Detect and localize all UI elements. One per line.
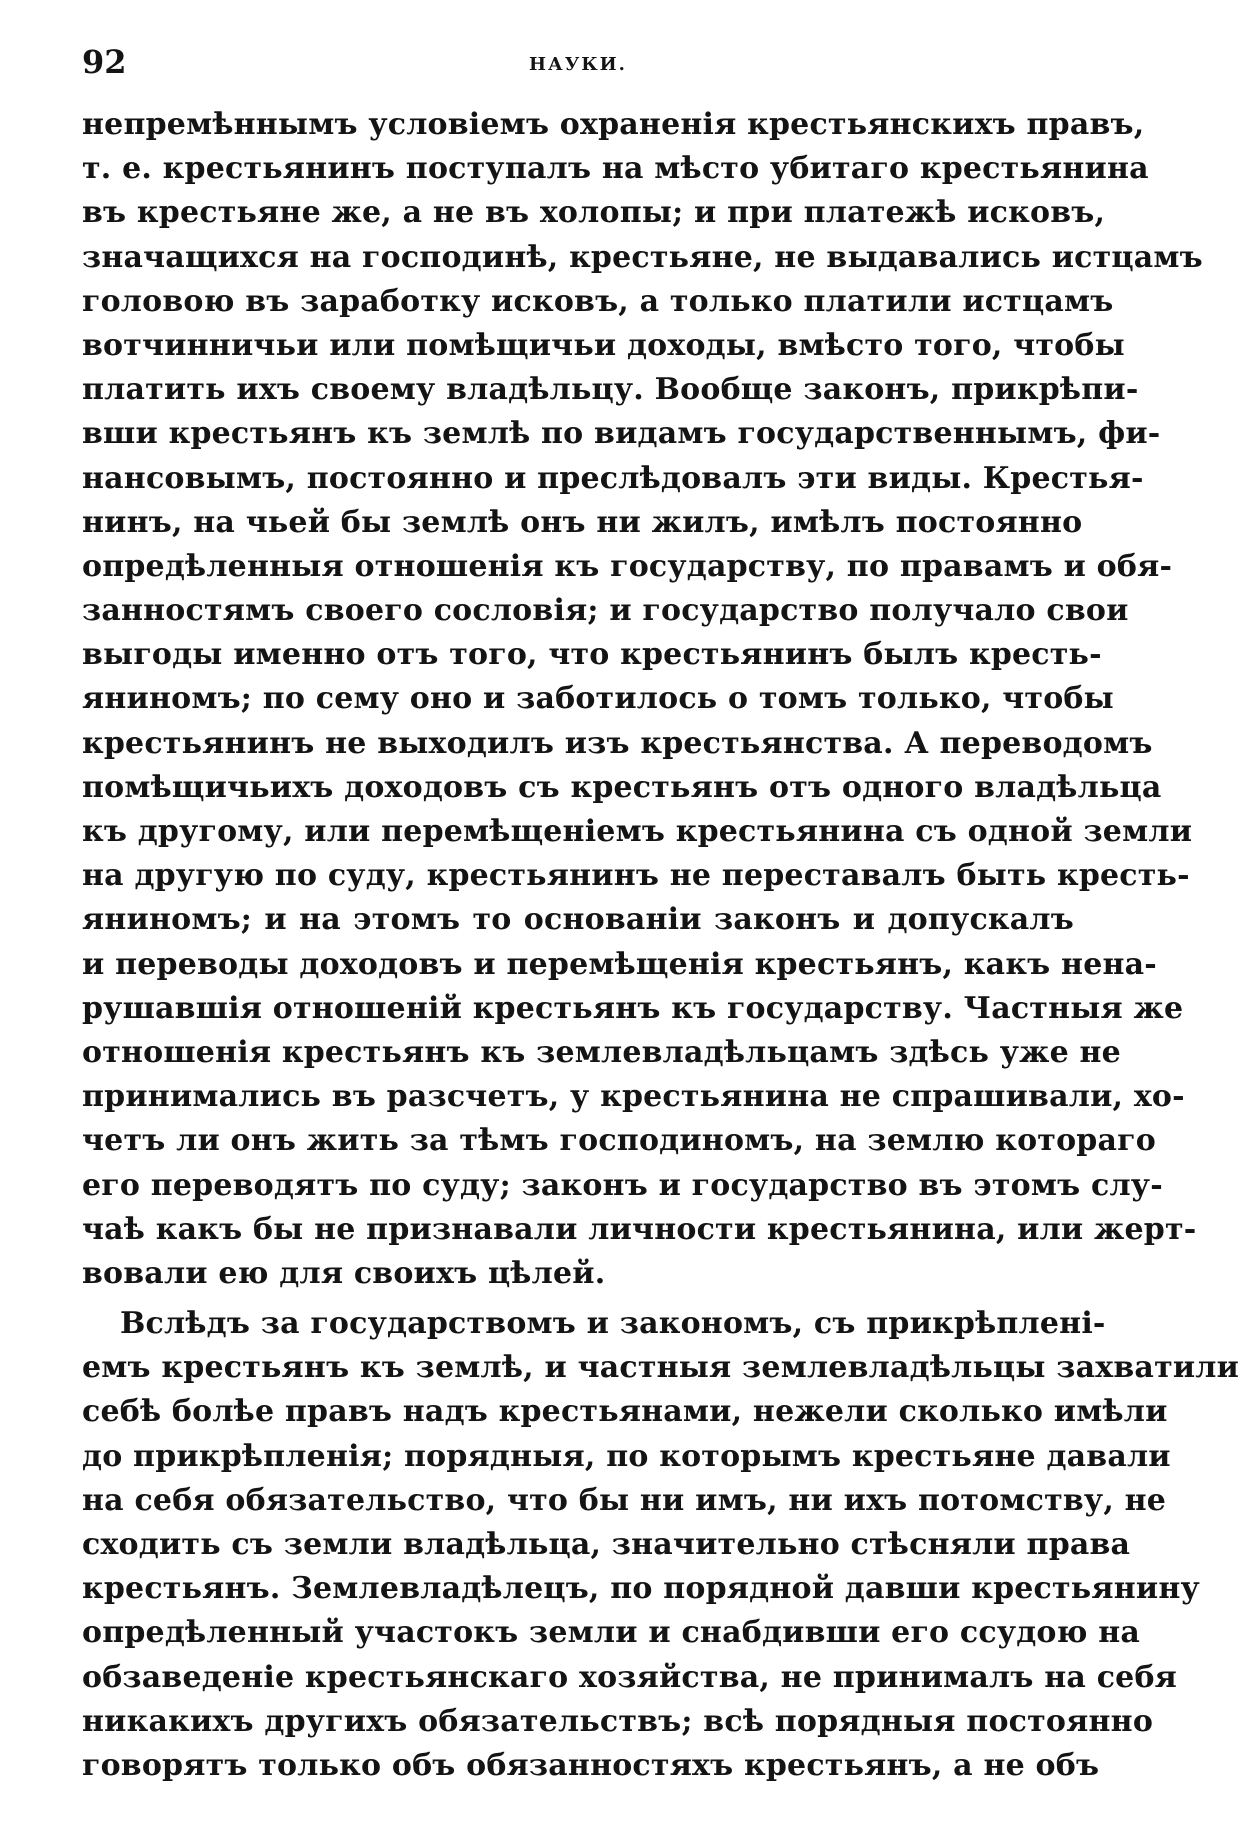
text-line: нансовымъ, постоянно и преслѣдовалъ эти виды. Крестья- xyxy=(82,460,1144,496)
text-line: отношенія крестьянъ къ землевладѣльцамъ здѣсь уже не xyxy=(82,1034,1121,1070)
text-line: Вслѣдъ за государствомъ и закономъ, съ прикрѣплені- xyxy=(120,1306,1106,1342)
body-text xyxy=(82,103,1239,1788)
text-line: принимались въ разсчетъ, у крестьянина не спрашивали, хо- xyxy=(82,1079,1185,1115)
text-line: непремѣннымъ условіемъ охраненія крестьянскихъ правъ, xyxy=(82,107,1145,142)
text-line: въ крестьяне же, а не въ холопы; и при платежѣ исковъ, xyxy=(82,195,1106,231)
text-line: нинъ, на чьей бы землѣ онъ ни жилъ, имѣлъ постоянно xyxy=(82,504,1083,540)
text-line: на другую по суду, крестьянинъ не переставалъ быть кресть- xyxy=(82,858,1190,894)
text-line: опредѣленныя отношенія къ государству, по правамъ и обя- xyxy=(82,548,1173,584)
text-line: его переводятъ по суду; законъ и государство въ этомъ слу- xyxy=(82,1167,1163,1203)
text-line: никакихъ другихъ обязательствъ; всѣ порядныя постоянно xyxy=(82,1703,1154,1739)
text-line: къ другому, или перемѣщеніемъ крестьянина съ одной земли xyxy=(82,814,1193,849)
text-line: яниномъ; и на этомъ то основаніи законъ и допускалъ xyxy=(82,902,1074,938)
page-header xyxy=(82,44,1074,84)
paragraph-1 xyxy=(82,103,1203,1296)
page-number: 92 xyxy=(82,43,127,81)
text-line: выгоды именно отъ того, что крестьянинъ былъ кресть- xyxy=(82,637,1102,673)
text-line: вовали ею для своихъ цѣлей. xyxy=(82,1255,606,1291)
text-line: крестьянинъ не выходилъ изъ крестьянства. А переводомъ xyxy=(82,725,1153,761)
text-line: т. е. крестьянинъ поступалъ на мѣсто убитаго крестьянина xyxy=(82,151,1149,187)
text-line: на себя обязательство, что бы ни имъ, ни ихъ потомству, не xyxy=(82,1482,1167,1518)
text-line: вотчинничьи или помѣщичьи доходы, вмѣсто того, чтобы xyxy=(82,327,1125,363)
text-line: занностямъ своего сословія; и государство получало свои xyxy=(82,593,1129,629)
text-line: платить ихъ своему владѣльцу. Вообще законъ, прикрѣпи- xyxy=(82,372,1139,408)
paragraph-2 xyxy=(82,1302,1239,1788)
text-line: говорятъ только объ обязанностяхъ крестьянъ, а не объ xyxy=(82,1747,1100,1783)
text-line: себѣ болѣе правъ надъ крестьянами, нежели сколько имѣли xyxy=(82,1394,1168,1430)
text-line: четъ ли онъ жить за тѣмъ господиномъ, на землю котораго xyxy=(82,1123,1156,1159)
text-line: крестьянъ. Землевладѣлецъ, по порядной давши крестьянину xyxy=(82,1571,1200,1607)
text-line: и переводы доходовъ и перемѣщенія крестьянъ, какъ нена- xyxy=(82,946,1157,982)
text-line: сходить съ земли владѣльца, значительно стѣсняли права xyxy=(82,1527,1131,1562)
text-line: рушавшія отношеній крестьянъ къ государству. Частныя же xyxy=(82,990,1184,1026)
text-line: значащихся на господинѣ, крестьяне, не выдавались истцамъ xyxy=(82,239,1203,275)
text-line: обзаведеніе крестьянскаго хозяйства, не принималъ на себя xyxy=(82,1659,1178,1695)
text-line: чаѣ какъ бы не признавали личности крестьянина, или жерт- xyxy=(82,1211,1197,1247)
text-line: вши крестьянъ къ землѣ по видамъ государственнымъ, фи- xyxy=(82,416,1161,452)
text-line: головою въ заработку исковъ, а только платили истцамъ xyxy=(82,283,1114,319)
text-line: опредѣленный участокъ земли и снабдивши его ссудою на xyxy=(82,1615,1141,1651)
text-line: яниномъ; по сему оно и заботилось о томъ только, чтобы xyxy=(82,681,1114,717)
text-line: емъ крестьянъ къ землѣ, и частныя землевладѣльцы захватили xyxy=(82,1350,1239,1386)
text-line: до прикрѣпленія; порядныя, по которымъ крестьяне давали xyxy=(82,1438,1171,1474)
text-line: помѣщичьихъ доходовъ съ крестьянъ отъ одного владѣльца xyxy=(82,769,1162,805)
running-head: НАУКИ. xyxy=(529,54,627,75)
